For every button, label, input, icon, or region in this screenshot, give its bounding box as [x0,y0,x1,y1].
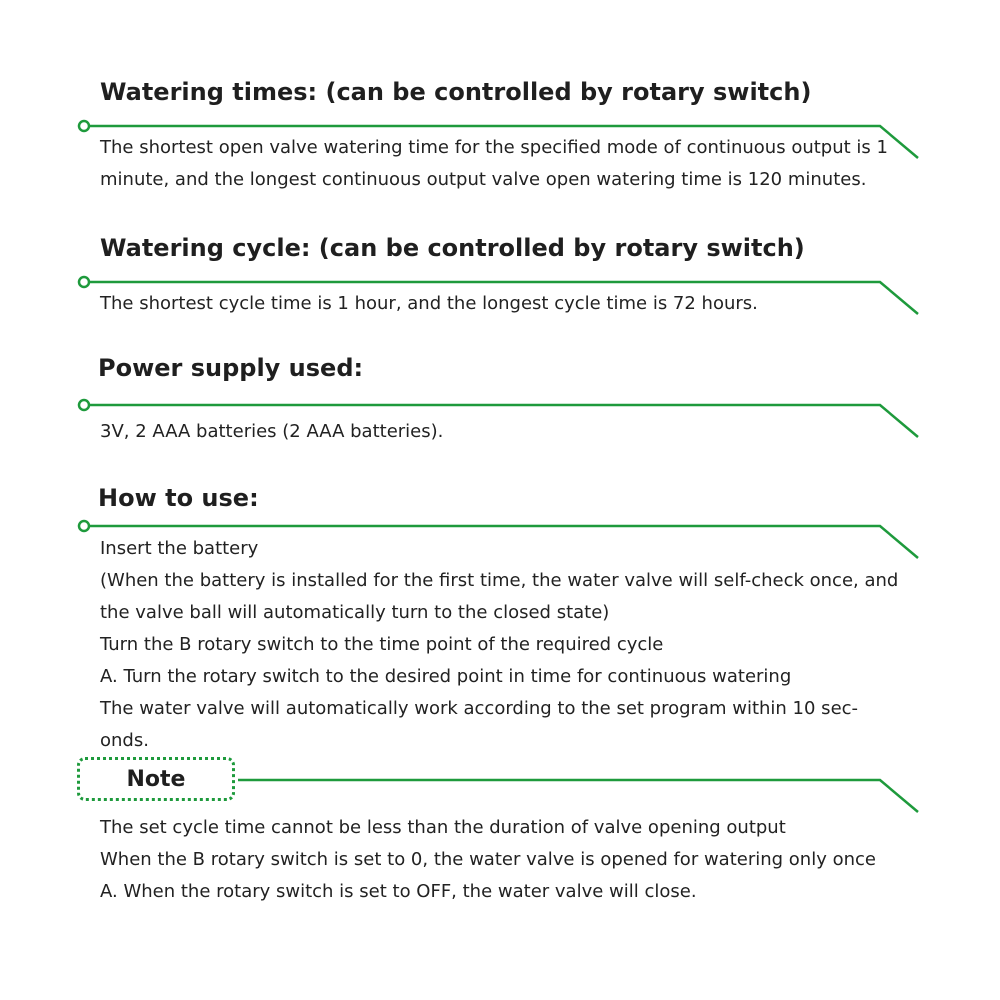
body-line: The set cycle time cannot be less than the duration of valve opening output [100,817,786,838]
body-line: The water valve will automatically work according to the set program within 10 sec- [100,698,859,719]
body-line: When the B rotary switch is set to 0, the water valve is opened for watering only once [100,849,876,870]
section-heading-watering-times: Watering times: (can be controlled by rotary switch) [100,78,812,106]
body-line: A. When the rotary switch is set to OFF, the water valve will close. [100,881,697,902]
section-heading-how-to-use: How to use: [98,484,259,512]
note-divider [0,760,1000,800]
body-line: minute, and the longest continuous output valve open watering time is 120 minutes. [100,169,867,190]
section-body-watering-times [100,132,890,196]
section-body-watering-cycle [100,288,890,320]
divider-line [238,780,918,812]
note-label: Note [126,766,186,792]
section-body-how-to-use [100,533,899,757]
note-body [100,812,890,908]
section-heading-power-supply: Power supply used: [98,354,364,382]
body-line: Insert the battery [100,538,259,559]
body-line: Turn the B rotary switch to the time point of the required cycle [100,634,664,655]
section-heading-watering-cycle: Watering cycle: (can be controlled by rotary switch) [100,234,805,262]
body-line: onds. [100,730,149,751]
body-line: The shortest open valve watering time for the specified mode of continuous output is 1 [100,137,888,158]
body-line: 3V, 2 AAA batteries (2 AAA batteries). [100,421,444,442]
section-body-power-supply [100,416,890,448]
body-line: A. Turn the rotary switch to the desired point in time for continuous watering [100,666,792,687]
divider-start-dot [79,400,89,410]
body-line: The shortest cycle time is 1 hour, and the longest cycle time is 72 hours. [100,293,758,314]
body-line: (When the battery is installed for the first time, the water valve will self-check once, and [100,570,899,591]
body-line: the valve ball will automatically turn to the closed state) [100,602,610,623]
divider-start-dot [79,121,89,131]
divider-start-dot [79,277,89,287]
divider-start-dot [79,521,89,531]
